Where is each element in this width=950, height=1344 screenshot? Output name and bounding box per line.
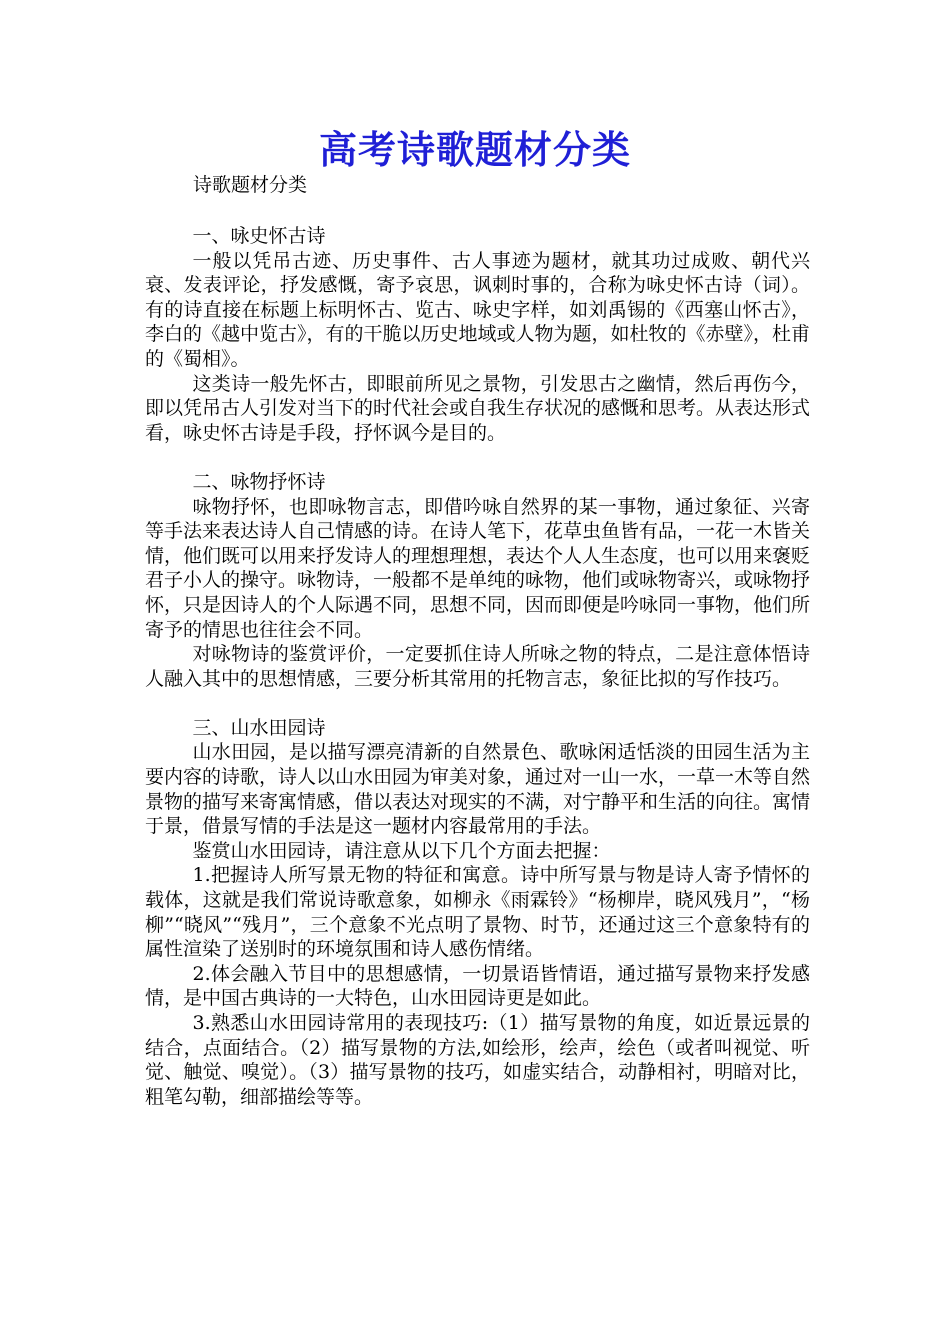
section-heading-1: 一、咏史怀古诗 xyxy=(192,225,326,247)
section-2-paragraph-2: 对咏物诗的鉴赏评价，一定要抓住诗人所咏之物的特点，二是注意体悟诗人融入其中的思想情感，三要分析其常用的托物言志，象征比拟的写作技巧。 xyxy=(145,643,810,690)
document-subtitle: 诗歌题材分类 xyxy=(193,174,308,196)
section-3-paragraph-4: 2.体会融入节目中的思想感情，一切景语皆情语，通过描写景物来抒发感情，是中国古典诗的一大特色，山水田园诗更是如此。 xyxy=(145,962,810,1010)
section-heading-3: 三、山水田园诗 xyxy=(192,716,326,739)
section-3-paragraph-1: 山水田园，是以描写漂亮清新的自然景色、歌咏闲适恬淡的田园生活为主要内容的诗歌，诗人以山水田园为审美对象，通过对一山一水，一草一木等自然景物的描写来寄寓情感，借以表达对现实的不满，对宁静平和生活的向往。寓情于景，借景写情的手法是这一题材内容最常用的手法。 xyxy=(145,741,811,838)
document-title: 高考诗歌题材分类 xyxy=(318,127,631,172)
section-gap xyxy=(145,445,810,470)
section-3-paragraph-2: 鉴赏山水田园诗，请注意从以下几个方面去把握： xyxy=(192,839,611,862)
section-1-paragraph-2: 这类诗一般先怀古，即眼前所见之景物，引发思古之幽情，然后再伤今，即以凭吊古人引发对当下的时代社会或自我生存状况的感慨和思考。从表达形式看，咏史怀古诗是手段，抒怀讽今是目的。 xyxy=(145,372,811,444)
section-3-paragraph-5: 3.熟悉山水田园诗常用的表现技巧:（1）描写景物的角度，如近景远景的结合，点面结合。（2）描写景物的方法,如绘形，绘声，绘色（或者叫视觉、听觉、触觉、嗅觉）。（3）描写景物的技巧，如虚实结合，动静相衬，明暗对比，粗笔勾勒，细部描绘等等。 xyxy=(145,1012,810,1108)
document-body xyxy=(145,224,810,1109)
section-2-paragraph-1: 咏物抒怀，也即咏物言志，即借吟咏自然界的某一事物，通过象征、兴寄等手法来表达诗人自己情感的诗。在诗人笔下，花草虫鱼皆有品，一花一木皆关情，他们既可以用来抒发诗人的理想理想，表达个人人生态度，也可以用来褒贬君子小人的操守。咏物诗，一般都不是单纯的咏物，他们或咏物寄兴，或咏物抒怀，只是因诗人的个人际遇不同，思想不同，因而即便是吟咏同一事物，他们所寄予的情思也往往会不同。 xyxy=(145,495,811,641)
section-3-paragraph-3: 1.把握诗人所写景无物的特征和寓意。诗中所写景与物是诗人寄予情怀的载体，这就是我们常说诗歌意象，如柳永《雨霖铃》“杨柳岸，晓风残月”，“杨柳”“晓风”“残月”，三个意象不光点明了景物、时节，还通过这三个意象特有的属性渲染了送别时的环境氛围和诗人感伤情绪。 xyxy=(145,864,810,961)
section-heading-2: 二、咏物抒怀诗 xyxy=(192,470,326,493)
section-gap xyxy=(145,691,810,716)
section-1-paragraph-1: 一般以凭吊古迹、历史事件、古人事迹为题材，就其功过成败、朝代兴衰、发表评论，抒发感慨，寄予哀思，讽刺时事的，合称为咏史怀古诗（词）。有的诗直接在标题上标明怀古、览古、咏史字样，如刘禹锡的《西塞山怀古》，李白的《越中览古》，有的干脆以历史地域或人物为题，如杜牧的《赤壁》，杜甫的《蜀相》。 xyxy=(145,249,811,370)
